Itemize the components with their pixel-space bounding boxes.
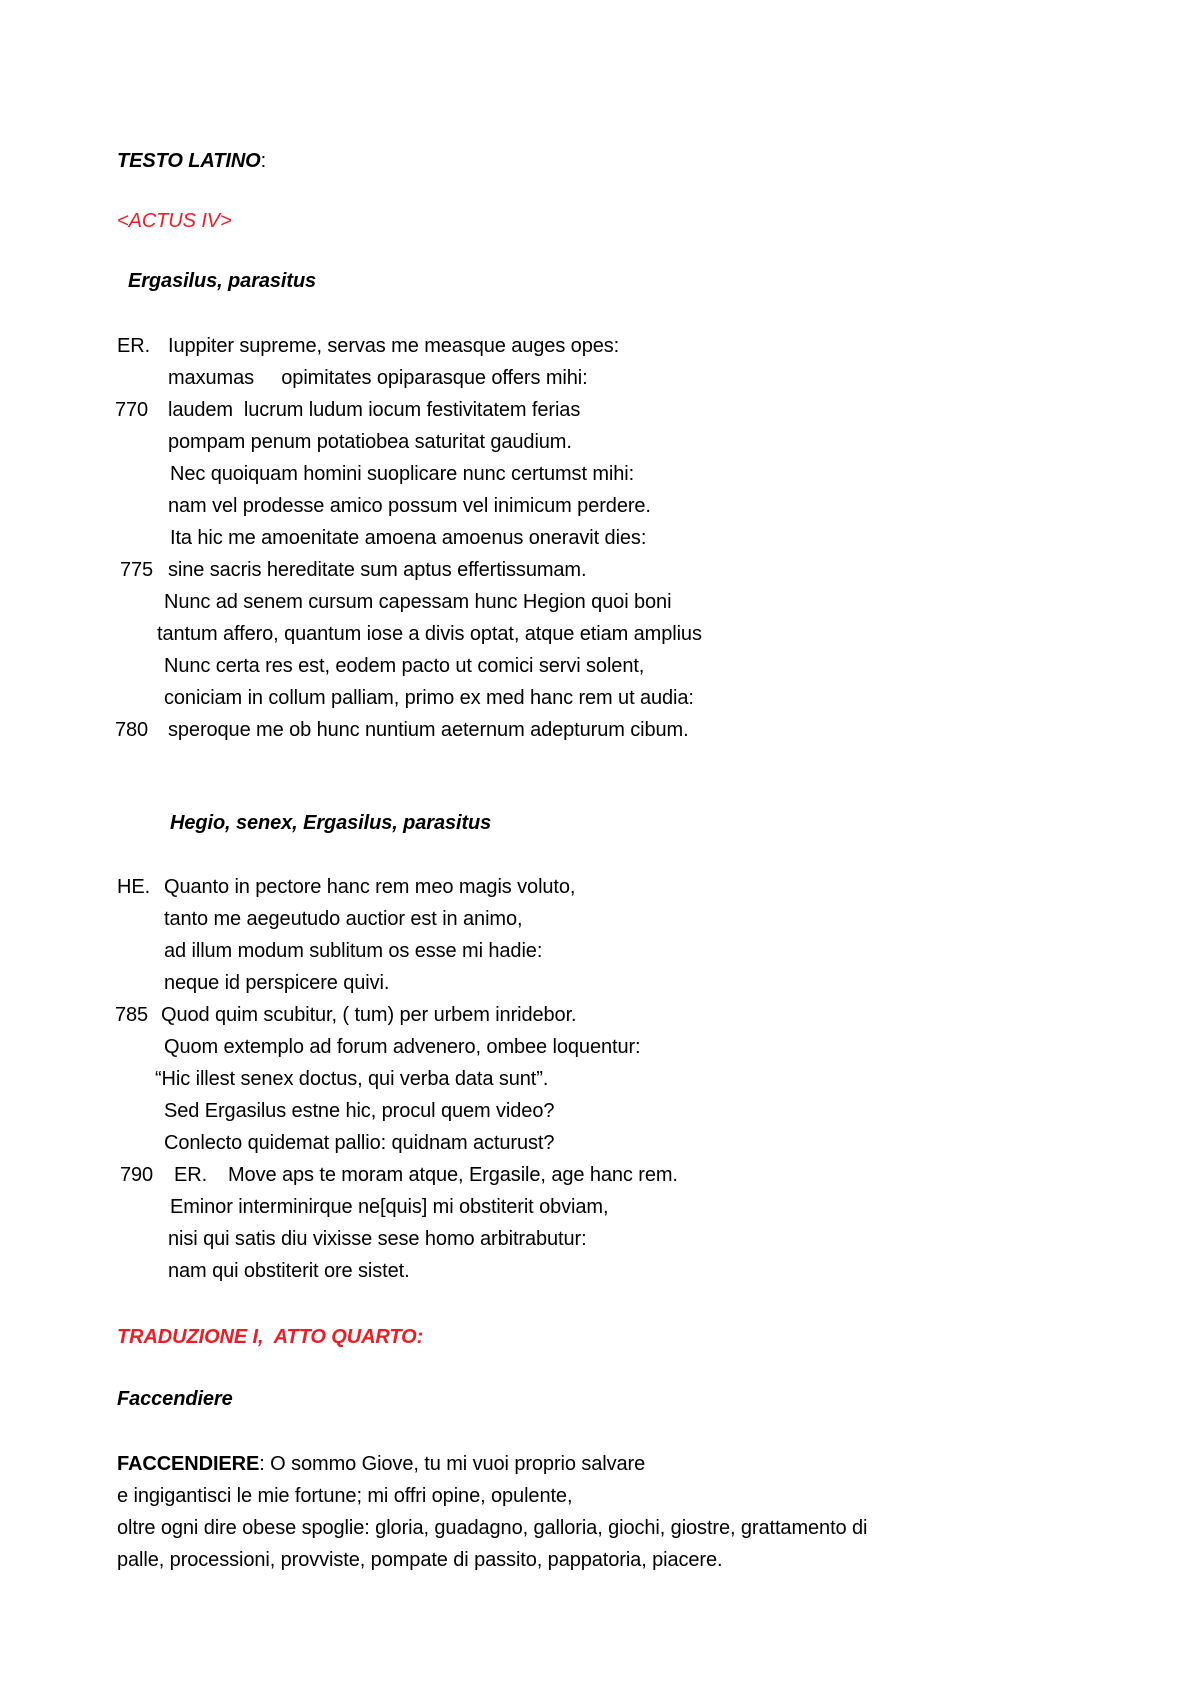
translation-line: palle, processioni, provviste, pompate di passito, pappatoria, piacere. [117, 1549, 723, 1571]
verse-line: Sed Ergasilus estne hic, procul quem video? [164, 1100, 555, 1122]
latin-text-heading: TESTO LATINO: [117, 150, 267, 172]
verse-number: 780 [115, 719, 149, 741]
verse-line: Conlecto quidemat pallio: quidnam acturust? [164, 1132, 555, 1154]
verse-line: ad illum modum sublitum os esse mi hadie: [164, 940, 543, 962]
verse-number: 775 [120, 559, 154, 581]
verse-line: ER. [117, 335, 151, 357]
verse-line: laudem lucrum ludum iocum festivitatem ferias [168, 399, 581, 421]
verse-line: Nunc ad senem cursum capessam hunc Hegion quoi boni [164, 591, 672, 613]
verse-line: nam qui obstiterit ore sistet. [168, 1260, 410, 1282]
verse-line: speroque me ob hunc nuntium aeternum adepturum cibum. [168, 719, 689, 741]
verse-line: tanto me aegeutudo auctior est in animo, [164, 908, 523, 930]
verse-line: coniciam in collum palliam, primo ex med hanc rem ut audia: [164, 687, 694, 709]
scene2-title: Hegio, senex, Ergasilus, parasitus [170, 812, 492, 834]
translation-line: FACCENDIERE: O sommo Giove, tu mi vuoi proprio salvare [117, 1453, 646, 1475]
verse-line: Quanto in pectore hanc rem meo magis voluto, [164, 876, 576, 898]
verse-line: “Hic illest senex doctus, qui verba data sunt”. [155, 1068, 549, 1090]
verse-line: Nunc certa res est, eodem pacto ut comici servi solent, [164, 655, 645, 677]
verse-line: Ita hic me amoenitate amoena amoenus oneravit dies: [170, 527, 647, 549]
translation-heading: TRADUZIONE I, ATTO QUARTO: [117, 1326, 424, 1348]
verse-line: nisi qui satis diu vixisse sese homo arbitrabutur: [168, 1228, 587, 1250]
translation-line: e ingigantisci le mie fortune; mi offri opine, opulente, [117, 1485, 573, 1507]
verse-line: Iuppiter supreme, servas me measque auges opes: [168, 335, 620, 357]
verse-number: 790 [120, 1164, 154, 1186]
verse-line: Nec quoiquam homini suoplicare nunc certumst mihi: [170, 463, 635, 485]
verse-line: maxumas opimitates opiparasque offers mihi: [168, 367, 588, 389]
verse-line: pompam penum potatiobea saturitat gaudium. [168, 431, 572, 453]
verse-line: Quom extemplo ad forum advenero, ombee loquentur: [164, 1036, 641, 1058]
translation-scene-title: Faccendiere [117, 1388, 233, 1410]
verse-line: nam vel prodesse amico possum vel inimicum perdere. [168, 495, 651, 517]
verse-line: Move aps te moram atque, Ergasile, age hanc rem. [228, 1164, 678, 1186]
verse-line: Quod quim scubitur, ( tum) per urbem inridebor. [161, 1004, 577, 1026]
verse-line: sine sacris hereditate sum aptus effertissumam. [168, 559, 587, 581]
verse-speaker: HE. [117, 876, 151, 898]
act-label: <ACTUS IV> [117, 210, 232, 232]
translation-line: oltre ogni dire obese spoglie: gloria, guadagno, galloria, giochi, giostre, grattamento di [117, 1517, 868, 1539]
verse-line: neque id perspicere quivi. [164, 972, 390, 994]
verse-speaker: ER. [174, 1164, 208, 1186]
verse-line: Eminor interminirque ne[quis] mi obstiterit obviam, [170, 1196, 609, 1218]
scene1-title: Ergasilus, parasitus [128, 270, 317, 292]
verse-number: 785 [115, 1004, 149, 1026]
translation-speaker: FACCENDIERE [117, 1453, 260, 1475]
verse-number: 770 [115, 399, 149, 421]
verse-line: tantum affero, quantum iose a divis optat, atque etiam amplius [157, 623, 702, 645]
